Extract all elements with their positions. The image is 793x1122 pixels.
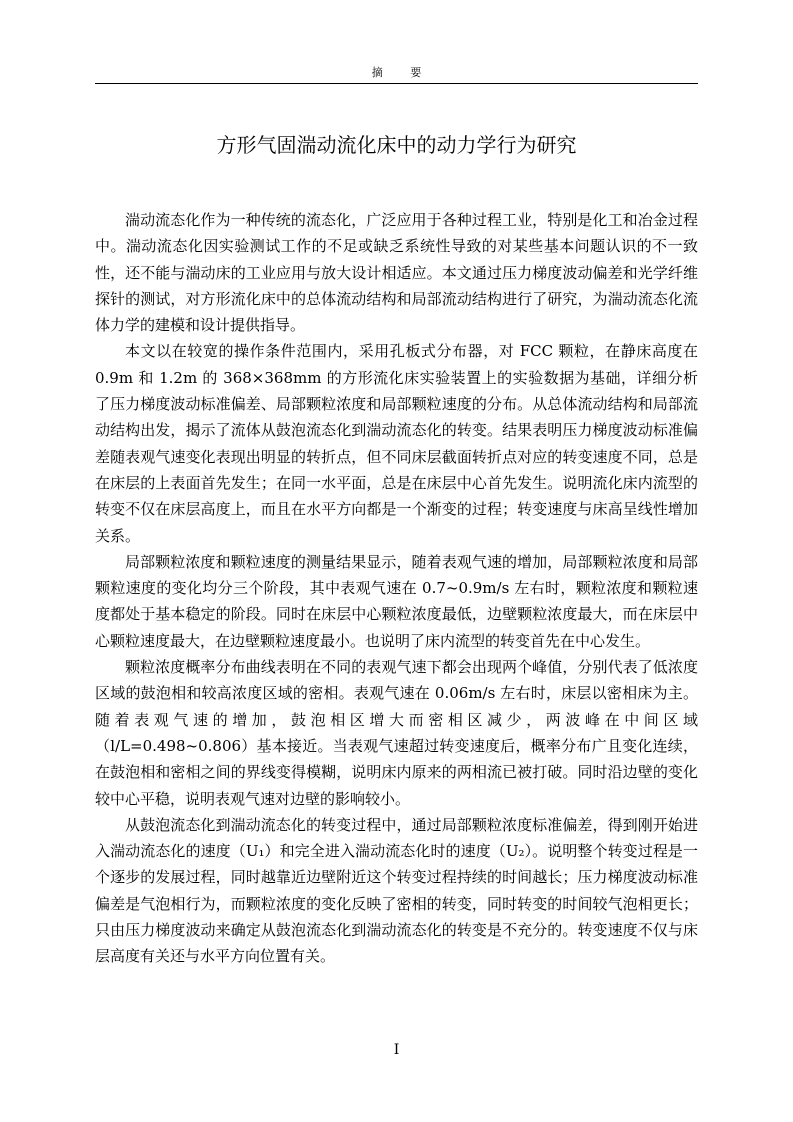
running-head: 摘 要 (371, 66, 434, 79)
abstract-paragraph-1: 湍动流态化作为一种传统的流态化，广泛应用于各种过程工业，特别是化工和冶金过程中。湍动流态化因实验测试工作的不足或缺乏系统性导致的对某些基本问题认识的不一致性，还不能与湍动床的工业应用与放大设计相适应。本文通过压力梯度波动偏差和光学纤维探针的测试，对方形流化床中的总体流动结构和局部流动结构进行了研究，为湍动流态化流体力学的建模和设计提供指导。 (95, 211, 698, 335)
page-number: I (393, 1042, 400, 1058)
header-rule (95, 83, 698, 84)
abstract-paragraph-4: 颗粒浓度概率分布曲线表明在不同的表观气速下都会出现两个峰值，分别代表了低浓度区域的鼓泡相和较高浓度区域的密相。表观气速在 0.06m/s 左右时，床层以密相床为主。随着表观气速的增加，鼓泡相区增大而密相区减少，两波峰在中间区域（l/L=0.498~0.806）基本接近。当表观气速超过转变速度后，概率分布广且变化连续，在鼓泡相和密相之间的界线变得模糊，说明床内原来的两相流已被打破。同时沿边壁的变化较中心平稳，说明表观气速对边壁的影响较小。 (95, 658, 698, 808)
abstract-body (95, 207, 698, 970)
abstract-paragraph-3: 局部颗粒浓度和颗粒速度的测量结果显示，随着表观气速的增加，局部颗粒浓度和局部颗粒速度的变化均分三个阶段，其中表观气速在 0.7~0.9m/s 左右时，颗粒浓度和颗粒速度都处于基本稳定的阶段。同时在床层中心颗粒浓度最低，边壁颗粒浓度最大，而在床层中心颗粒速度最大，在边壁颗粒速度最小。也说明了床内流型的转变首先在中心发生。 (95, 552, 698, 650)
paper-title: 方形气固湍动流化床中的动力学行为研究 (216, 133, 577, 157)
abstract-paragraph-5: 从鼓泡流态化到湍动流态化的转变过程中，通过局部颗粒浓度标准偏差，得到刚开始进入湍动流态化的速度（U₁）和完全进入湍动流态化时的速度（U₂）。说明整个转变过程是一个逐步的发展过程，同时越靠近边壁附近这个转变过程持续的时间越长；压力梯度波动标准偏差是气泡相行为，而颗粒浓度的变化反映了密相的转变，同时转变的时间较气泡相更长；只由压力梯度波动来确定从鼓泡流态化到湍动流态化的转变是不充分的。转变速度不仅与床层高度有关还与水平方向位置有关。 (95, 815, 698, 966)
abstract-paragraph-2: 本文以在较宽的操作条件范围内，采用孔板式分布器，对 FCC 颗粒，在静床高度在 0.9m 和 1.2m 的 368×368mm 的方形流化床实验装置上的实验数据为基础，详细分析了压力梯度波动标准偏差、局部颗粒浓度和局部颗粒速度的分布。从总体流动结构和局部流动结构出发，揭示了流体从鼓泡流态化到湍动流态化的转变。结果表明压力梯度波动标准偏差随表观气速变化表现出明显的转折点，但不同床层截面转折点对应的转变速度不同，总是在床层的上表面首先发生；在同一水平面，总是在床层中心首先发生。说明流化床内流型的转变不仅在床层高度上，而且在水平方向都是一个渐变的过程；转变速度与床高呈线性增加关系。 (95, 342, 698, 545)
